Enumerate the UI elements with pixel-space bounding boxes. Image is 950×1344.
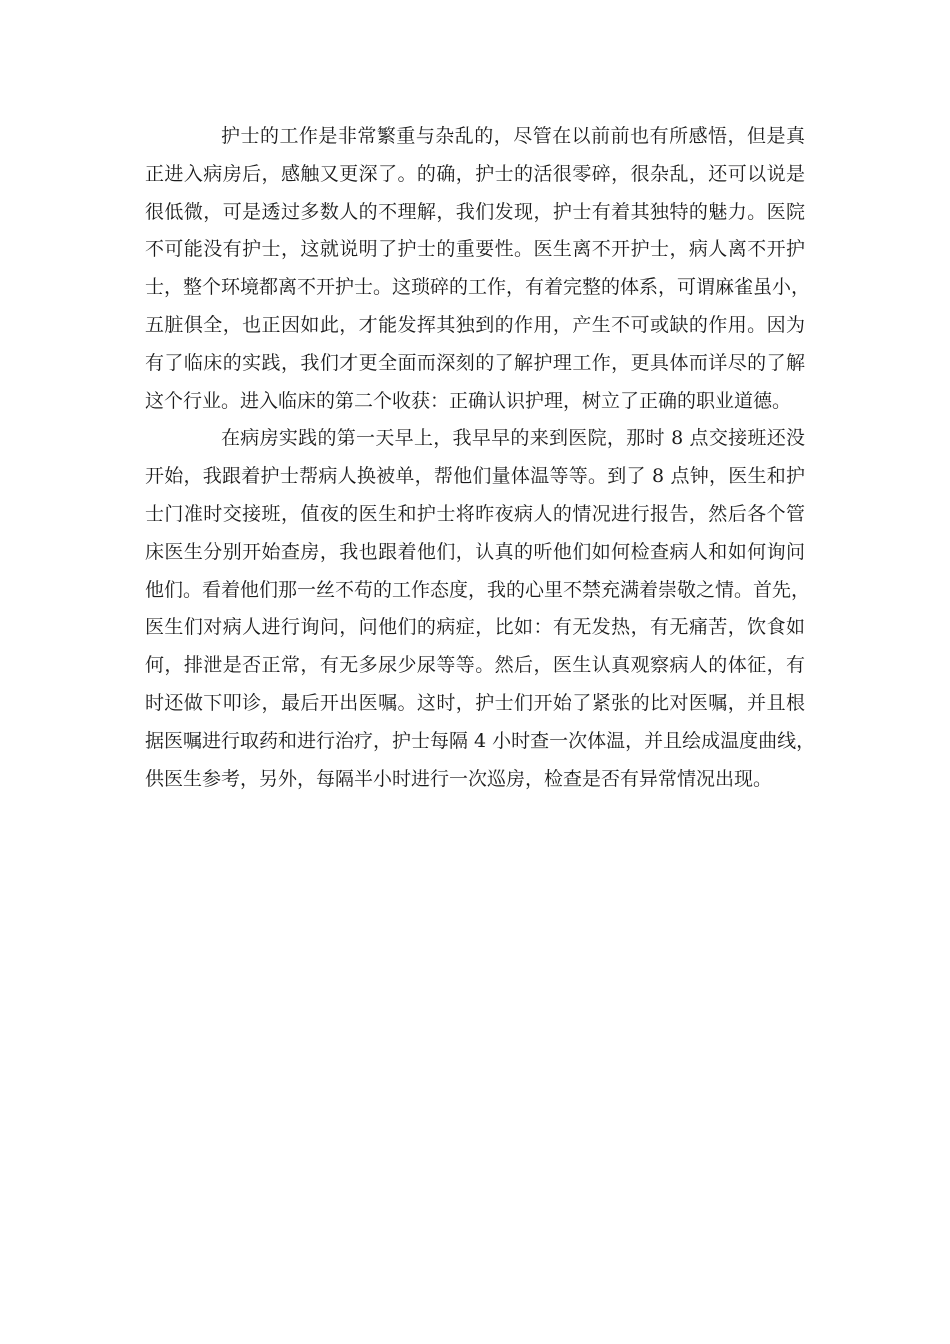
- paragraph-line: 正进入病房后，感触又更深了。的确，护士的活很零碎，很杂乱，还可以说是: [145, 162, 805, 185]
- document-body: [145, 118, 816, 798]
- paragraph-line: 这个行业。进入临床的第二个收获：正确认识护理，树立了正确的职业道德。: [145, 389, 792, 412]
- paragraph-line: 他们。看着他们那一丝不苟的工作态度，我的心里不禁充满着崇敬之情。首先，: [145, 578, 811, 601]
- paragraph-line: 何，排泄是否正常，有无多尿少尿等等。然后，医生认真观察病人的体征，有: [145, 654, 805, 677]
- paragraph-line: 供医生参考，另外，每隔半小时进行一次巡房，检查是否有异常情况出现。: [145, 767, 773, 790]
- paragraph-line: 床医生分别开始查房，我也跟着他们，认真的听他们如何检查病人和如何询问: [145, 540, 805, 563]
- paragraph-line: 士门准时交接班，值夜的医生和护士将昨夜病人的情况进行报告，然后各个管: [145, 502, 805, 525]
- paragraph-line: 有了临床的实践，我们才更全面而深刻的了解护理工作，更具体而详尽的了解: [145, 351, 805, 374]
- paragraph-line: 不可能没有护士，这就说明了护士的重要性。医生离不开护士，病人离不开护: [145, 238, 805, 261]
- paragraph-line: 士，整个环境都离不开护士。这琐碎的工作，有着完整的体系，可谓麻雀虽小，: [145, 276, 811, 299]
- paragraph-line: 医生们对病人进行询问，问他们的病症，比如：有无发热，有无痛苦，饮食如: [145, 616, 805, 639]
- paragraph-line: 据医嘱进行取药和进行治疗，护士每隔 4 小时查一次体温，并且绘成温度曲线，: [145, 729, 816, 752]
- paragraph-line: 在病房实践的第一天早上，我早早的来到医院，那时 8 点交接班还没: [221, 427, 805, 450]
- paragraph-line: 五脏俱全，也正因如此，才能发挥其独到的作用，产生不可或缺的作用。因为: [145, 313, 805, 336]
- paragraph-line: 时还做下叩诊，最后开出医嘱。这时，护士们开始了紧张的比对医嘱，并且根: [145, 691, 805, 714]
- paragraph-1: [145, 118, 811, 420]
- paragraph-2: [145, 420, 816, 798]
- paragraph-line: 护士的工作是非常繁重与杂乱的，尽管在以前前也有所感悟，但是真: [221, 125, 805, 147]
- paragraph-line: 很低微，可是透过多数人的不理解，我们发现，护士有着其独特的魅力。医院: [145, 200, 805, 223]
- paragraph-line: 开始，我跟着护士帮病人换被单，帮他们量体温等等。到了 8 点钟，医生和护: [145, 465, 805, 488]
